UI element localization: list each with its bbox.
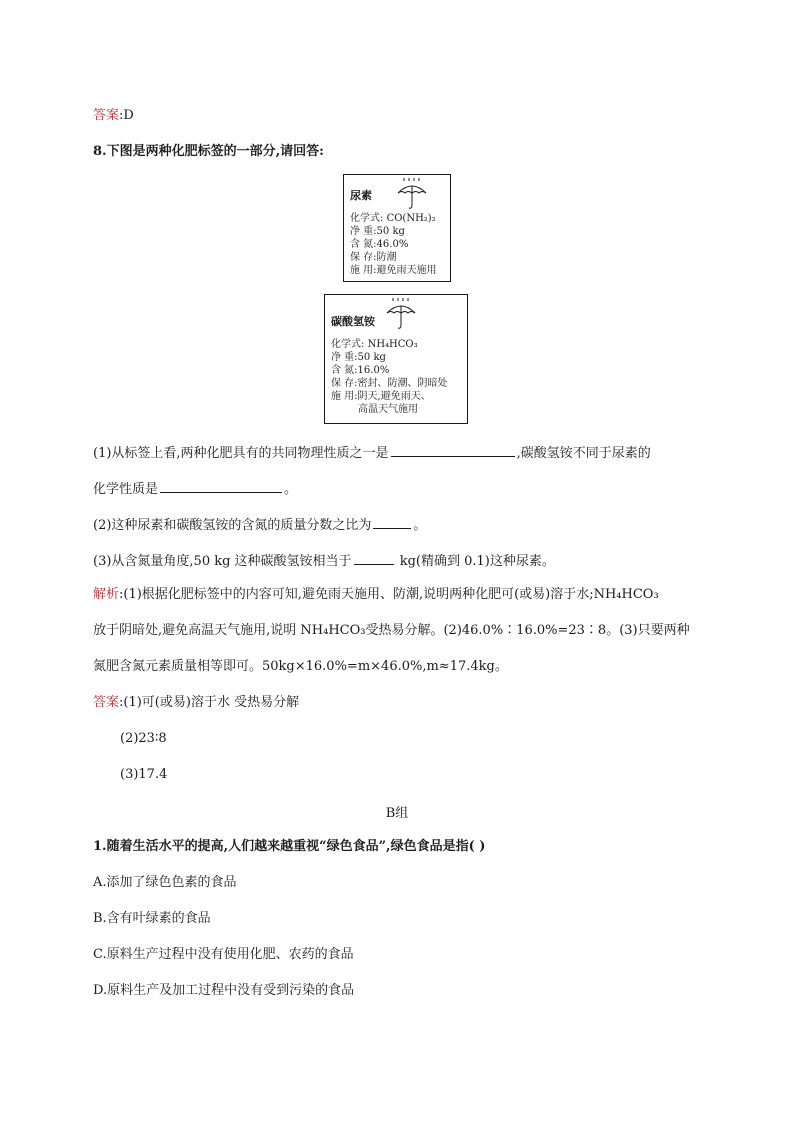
analysis-line2: 放于阴暗处,避免高温天气施用,说明 NH₄HCO₃受热易分解。(2)46.0%∶16.0%=23∶8。(3)只要两种 [93,623,690,638]
answer-blank[interactable] [160,478,282,493]
answer-blank[interactable] [354,550,394,565]
ammonium-bicarbonate-name: 碳酸氢铵 [331,315,375,328]
umbrella-icon [383,297,419,331]
analysis-line1: 解析:(1)根据化肥标签中的内容可知,避免雨天施用、防潮,说明两种化肥可(或易)溶于水;NH₄HCO₃ [93,587,659,602]
answer-label: 答案 [93,108,120,123]
question-8-title: 8.下图是两种化肥标签的一部分,请回答: [93,144,324,159]
question-b1: 1.随着生活水平的提高,人们越来越重视“绿色食品”,绿色食品是指( ) [93,839,486,854]
option-a: A.添加了绿色色素的食品 [93,875,237,890]
previous-answer [93,107,134,125]
subquestion-2: (2)这种尿素和碳酸氢铵的含氮的质量分数之比为 。 [93,514,426,535]
ammonium-bicarbonate-label [324,294,468,424]
urea-label [343,174,451,282]
urea-row-nitrogen: 含 氮:46.0% [350,239,409,250]
ammonium-row-nitrogen: 含 氮:16.0% [331,365,390,376]
urea-row-weight: 净 重:50 kg [350,226,405,237]
urea-row-storage: 保 存:防潮 [350,252,397,263]
group-b-heading: B组 [385,806,409,821]
ammonium-row-usage: 施 用:阴天,避免雨天、 [331,391,431,402]
subquestion-3: (3)从含氮量角度,50 kg 这种碳酸氢铵相当于 kg(精确到 0.1)这种尿素。 [93,550,555,571]
answer-blank[interactable] [391,442,515,457]
ammonium-formula-row: 化学式: NH₄HCO₃ [331,339,418,350]
umbrella-icon [394,177,430,211]
option-d: D.原料生产及加工过程中没有受到污染的食品 [93,983,355,998]
answer-8-line3: (3)17.4 [120,767,168,782]
analysis-label: 解析 [93,587,120,602]
ammonium-row-storage: 保 存:密封、防潮、阴暗处 [331,378,448,389]
ammonium-row-weight: 净 重:50 kg [331,352,386,363]
answer-8-line2: (2)23∶8 [120,731,167,746]
option-c: C.原料生产过程中没有使用化肥、农药的食品 [93,947,354,962]
urea-name: 尿素 [350,189,372,202]
urea-row-usage: 施 用:避免雨天施用 [350,265,437,276]
answer-label: 答案 [93,695,120,710]
answer-8-line1: 答案:(1)可(或易)溶于水 受热易分解 [93,695,300,710]
ammonium-row-usage-cont: 高温天气施用 [358,404,418,415]
subquestion-1-line2: 化学性质是 。 [93,478,297,499]
subquestion-1-line1: (1)从标签上看,两种化肥具有的共同物理性质之一是 ,碳酸氢铵不同于尿素的 [93,442,651,463]
answer-value: :D [119,108,134,123]
analysis-line3: 氮肥含氮元素质量相等即可。50kg×16.0%=m×46.0%,m≈17.4kg。 [93,659,508,674]
answer-blank[interactable] [373,514,411,529]
option-b: B.含有叶绿素的食品 [93,911,211,926]
urea-formula-row: 化学式: CO(NH₂)₂ [350,213,436,224]
